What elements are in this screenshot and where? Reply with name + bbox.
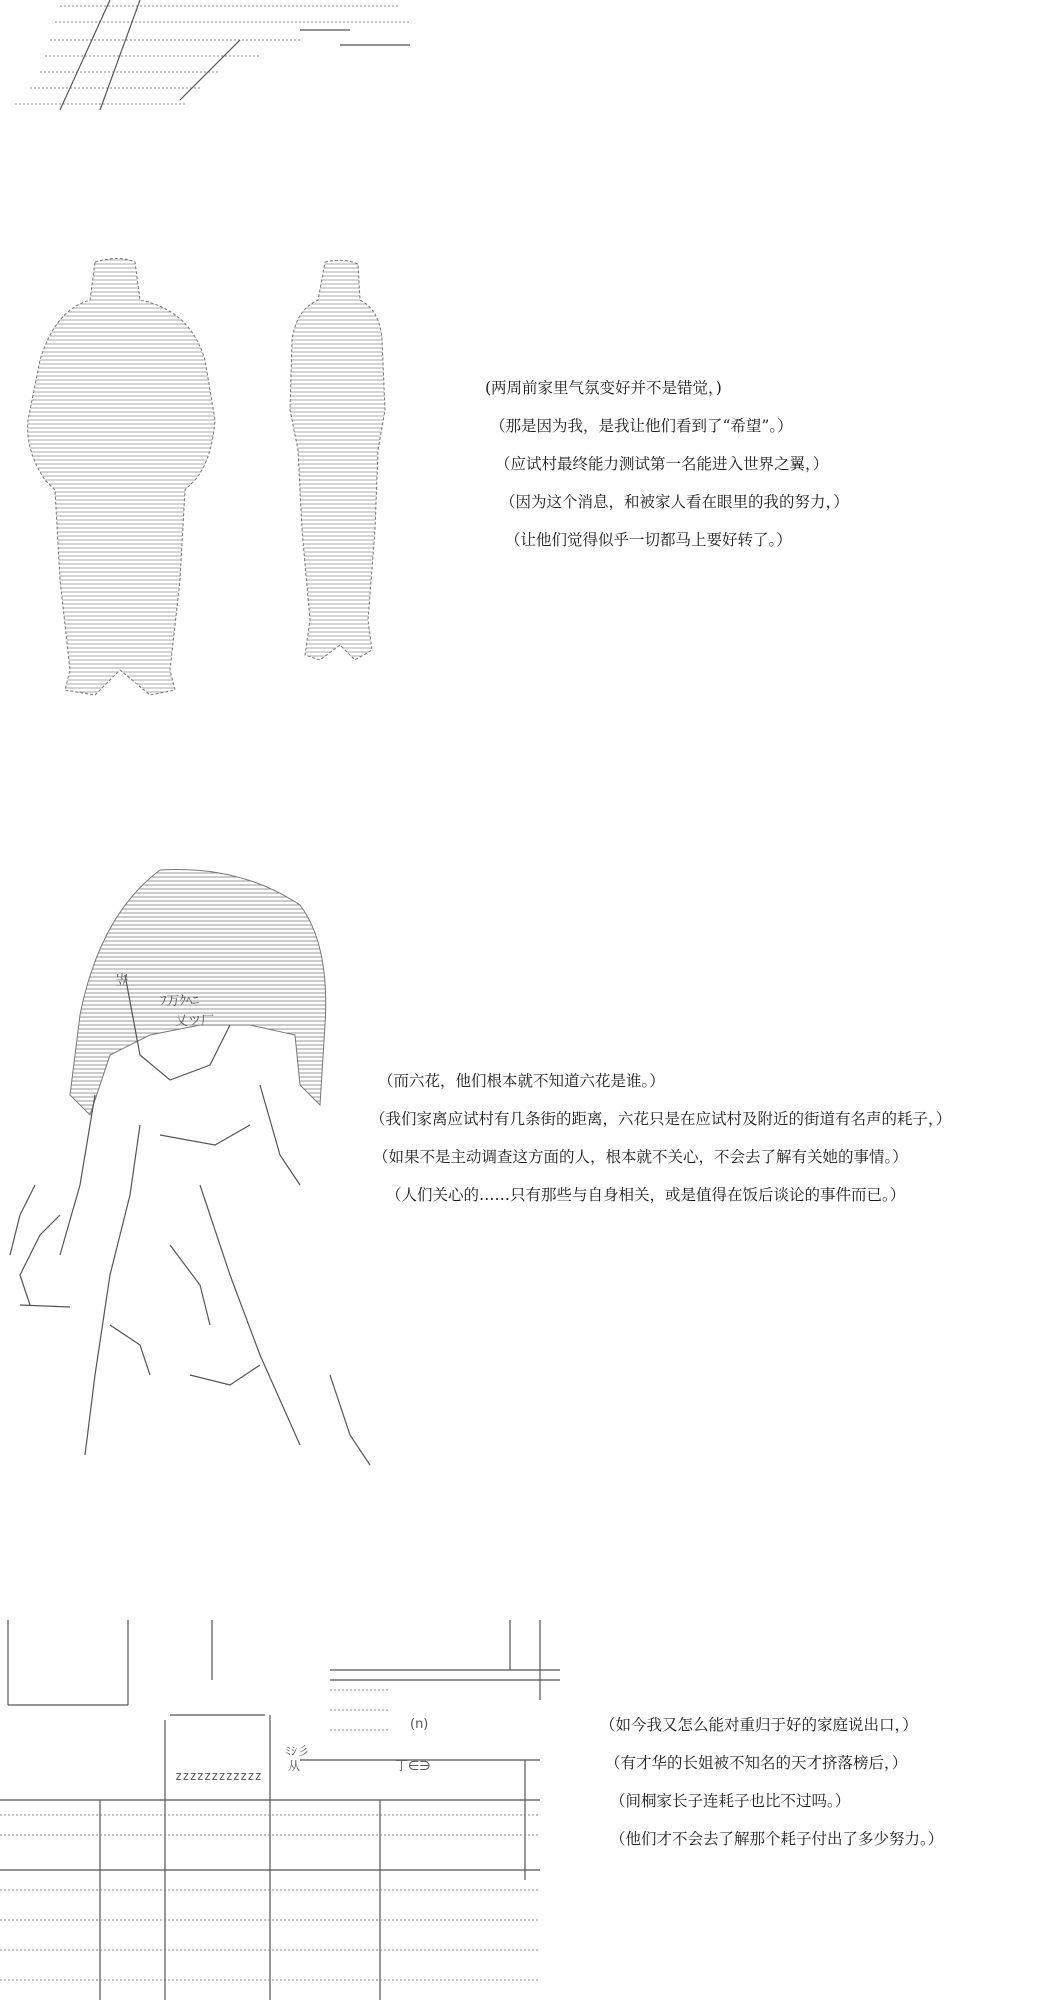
panel-top-art xyxy=(0,0,1040,120)
caption-line: (两周前家里气氛变好并不是错觉，) xyxy=(485,379,722,397)
panel-silhouettes xyxy=(0,250,1040,740)
caption-line: （让他们觉得似乎一切都马上要好转了。） xyxy=(505,531,792,549)
caption-line: （如果不是主动调查这方面的人，根本就不关心，不会去了解有关她的事情。） xyxy=(373,1148,908,1166)
caption-block-3 xyxy=(600,1715,1030,1875)
caption-line: （如今我又怎么能对重归于好的家庭说出口，） xyxy=(600,1716,918,1734)
ascii-art-fragment xyxy=(0,0,420,120)
caption-line: （间桐家长子连耗子也比不过吗。） xyxy=(610,1792,851,1810)
caption-line: （应试村最终能力测试第一名能进入世界之翼，） xyxy=(495,455,829,473)
ascii-art-silhouettes xyxy=(0,250,420,740)
caption-line: （因为这个消息，和被家人看在眼里的我的努力，） xyxy=(500,493,849,511)
art-glyph: (n) xyxy=(410,1717,429,1732)
panel-girl xyxy=(0,855,1040,1475)
art-glyph: 岦 xyxy=(115,973,129,989)
art-glyph: 乂ツ厂 xyxy=(175,1014,215,1029)
ascii-art-street xyxy=(0,1620,580,2000)
art-glyph: ﾌ万ｸﾍﾆ xyxy=(160,994,200,1009)
caption-line: （有才华的长姐被不知名的天才挤落榜后，） xyxy=(605,1754,908,1772)
art-glyph: ﾐｼ彡 xyxy=(285,1744,310,1758)
ascii-art-girl xyxy=(0,855,380,1475)
art-glyph: zzzzzzzzzzzz xyxy=(175,1769,262,1783)
caption-block-2 xyxy=(370,1071,1030,1231)
caption-line: （那是因为我，是我让他们看到了“希望”。） xyxy=(490,417,793,435)
panel-street xyxy=(0,1620,1040,2000)
caption-line: （而六花，他们根本就不知道六花是谁。） xyxy=(378,1072,665,1090)
caption-line: （我们家离应试村有几条街的距离，六花只是在应试村及附近的街道有名声的耗子，） xyxy=(370,1110,952,1128)
art-glyph: 从 xyxy=(288,1759,301,1773)
caption-block-1 xyxy=(485,378,1005,558)
caption-line: （人们关心的……只有那些与自身相关，或是值得在饭后谈论的事件而已。） xyxy=(386,1186,906,1204)
art-glyph: 丁∈∋ xyxy=(395,1759,431,1774)
caption-line: （他们才不会去了解那个耗子付出了多少努力。） xyxy=(610,1830,944,1848)
